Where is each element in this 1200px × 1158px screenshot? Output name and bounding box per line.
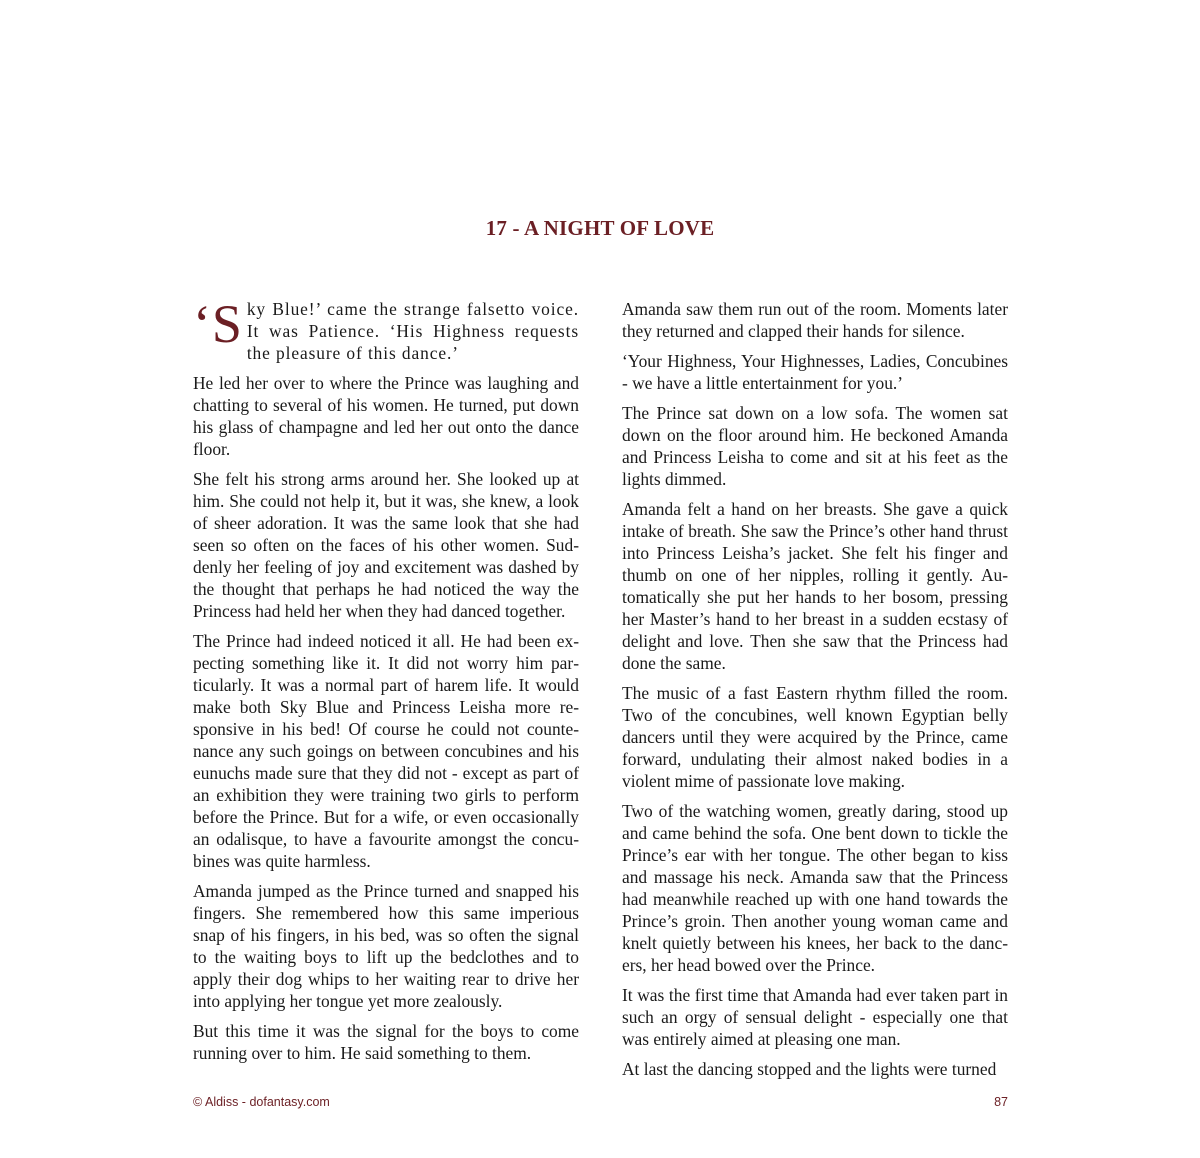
paragraph: ‘Your Highness, Your Highnesses, Ladies, Concubines - we have a little entertainment for you.’	[622, 351, 1008, 393]
paragraph: But this time it was the signal for the boys to come running over to him. He said something to them.	[193, 1021, 579, 1063]
paragraph: She felt his strong arms around her. She looked up at him. She could not help it, but it was, she knew, a look of sheer adoration. It was the same look that she had seen so often on the faces of his other women. Suddenly her feeling of joy and excitement was dashed by the thought that perhaps he had noticed the way the Princess had held her when they had danced together.	[193, 469, 579, 621]
paragraph: He led her over to where the Prince was laughing and chatting to several of his women. He turned, put down his glass of champagne and led her out onto the dance floor.	[193, 373, 579, 459]
paragraph: Amanda felt a hand on her breasts. She gave a quick intake of breath. She saw the Prince’s other hand thrust into Princess Leisha’s jacket. She felt his finger and thumb on one of her nipples, rolling it gently. Automatically she put her hands to her bosom, pressing her Master’s hand to her breast in a sudden ecstasy of delight and love. Then she saw that the Princess had done the same.	[622, 499, 1008, 673]
footer-copyright: © Aldiss - dofantasy.com	[193, 1095, 330, 1109]
opening-paragraph-text: ky Blue!’ came the strange falsetto voice. It was Patience. ‘His Highness requests the pleasure of this dance.’	[246, 299, 579, 363]
drop-cap: ‘S	[193, 294, 243, 354]
left-column	[193, 294, 579, 1072]
paragraph: Amanda jumped as the Prince turned and snapped his fingers. She remembered how this same imperious snap of his fingers, in his bed, was so often the signal to the waiting boys to lift up the bedclothes and to apply their dog whips to her waiting rear to drive her into applying her tongue yet more zealously.	[193, 881, 579, 1011]
paragraph: Amanda saw them run out of the room. Moments later they returned and clapped their hands for silence.	[622, 299, 1008, 341]
chapter-title: 17 - A NIGHT OF LOVE	[485, 216, 715, 240]
page-number: 87	[994, 1095, 1008, 1109]
paragraph: The Prince sat down on a low sofa. The women sat down on the floor around him. He beckoned Amanda and Princess Leisha to come and sit at his feet as the lights dimmed.	[622, 403, 1008, 489]
paragraph: Two of the watching women, greatly daring, stood up and came behind the sofa. One bent down to tickle the Prince’s ear with her tongue. The other began to kiss and massage his neck. Amanda saw that the Princess had meanwhile reached up with one hand towards the Prince’s groin. Then another young woman came and knelt quietly between his knees, her back to the dancers, her head bowed over the Prince.	[622, 801, 1008, 975]
paragraph: At last the dancing stopped and the lights were turned	[622, 1059, 997, 1079]
paragraph: The Prince had indeed noticed it all. He had been expecting something like it. It did not worry him particularly. It was a normal part of harem life. It would make both Sky Blue and Princess Leisha more responsive in his bed! Of course he could not countenance any such goings on between concubines and his eunuchs made sure that they did not - except as part of an exhibition they were training two girls to perform before the Prince. But for a wife, or even occasionally an odalisque, to have a favourite amongst the concubines was quite harmless.	[193, 631, 579, 871]
paragraph: The music of a fast Eastern rhythm filled the room. Two of the concubines, well known Egyptian belly dancers until they were acquired by the Prince, came forward, undulating their almost naked bodies in a violent mime of passionate love making.	[622, 683, 1008, 791]
paragraph: It was the first time that Amanda had ever taken part in such an orgy of sensual delight - especially one that was entirely aimed at pleasing one man.	[622, 985, 1008, 1049]
opening-paragraph	[193, 294, 579, 364]
right-column	[622, 298, 1008, 1088]
